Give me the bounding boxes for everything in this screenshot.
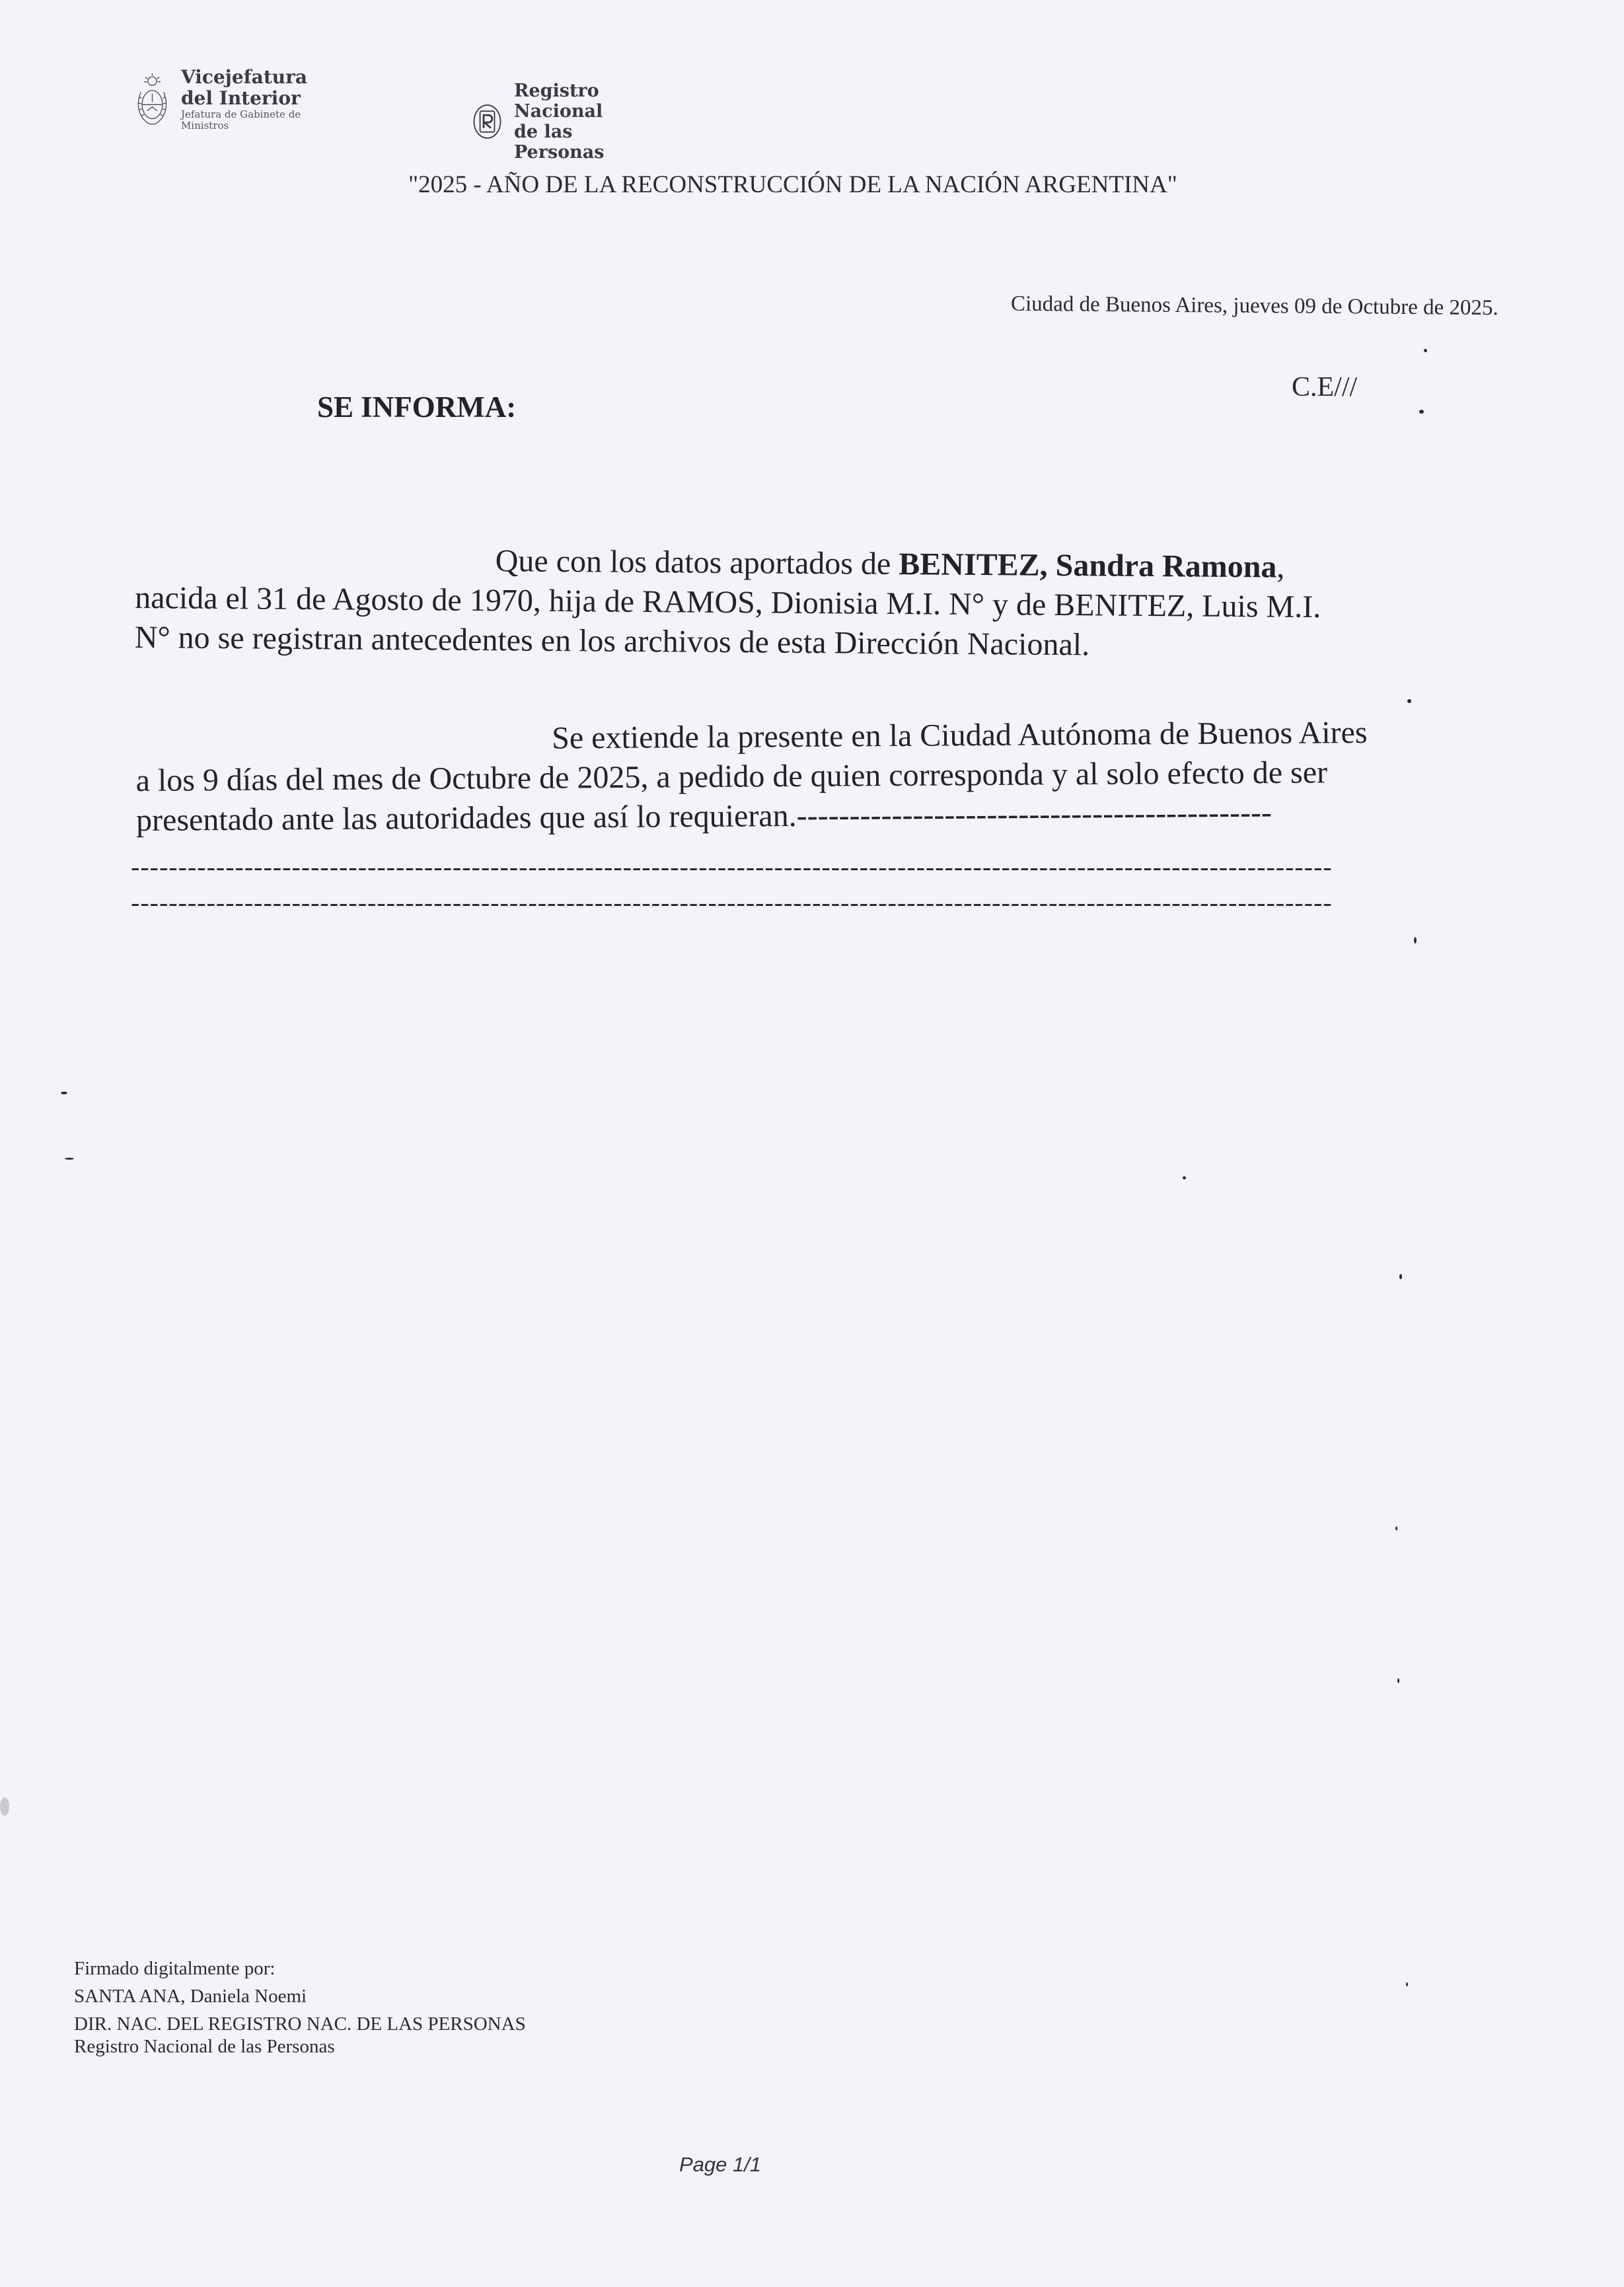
- document-code: C.E///: [1292, 372, 1358, 402]
- scan-speck: [0, 1797, 9, 1816]
- dash-filler-line: -------------------------------------------------------------------------------------------------------------------------------: [131, 852, 1333, 881]
- dash-filler-line: -------------------------------------------------------------------------------------------------------------------------------: [131, 887, 1333, 917]
- vicejefatura-subtitle: Jefatura de Gabinete de Ministros: [180, 108, 301, 132]
- paragraph-extension-line3: presentado ante las autoridades que así lo requieran.---------------------------------------------: [135, 794, 1273, 838]
- findings-prefix: Que con los datos aportados de: [495, 543, 899, 582]
- paragraph-findings-line2: nacida el 31 de Agosto de 1970, hija de RAMOS, Dionisia M.I. N° y de BENITEZ, Luis M.I.: [135, 580, 1321, 625]
- year-motto: "2025 - AÑO DE LA RECONSTRUCCIÓN DE LA NACIÓN ARGENTINA": [408, 171, 1177, 198]
- scan-speck: [61, 1092, 67, 1094]
- signature-label: Firmado digitalmente por:: [74, 1958, 276, 1979]
- document-heading: SE INFORMA:: [317, 391, 517, 424]
- registro-title-line1: Registro Nacional: [513, 81, 603, 122]
- scan-speck: [1183, 1176, 1186, 1180]
- signer-name: SANTA ANA, Daniela Noemi: [74, 1986, 307, 2007]
- signer-agency: Registro Nacional de las Personas: [74, 2036, 335, 2058]
- vicejefatura-title: Vicejefatura del Interior: [180, 65, 308, 109]
- scan-speck: [1397, 1678, 1399, 1683]
- paragraph-findings: [135, 539, 1457, 668]
- scan-speck: [1395, 1526, 1397, 1530]
- digital-signature-block: [74, 1955, 526, 2060]
- signer-office: DIR. NAC. DEL REGISTRO NAC. DE LAS PERSONAS: [74, 2013, 526, 2035]
- paragraph-extension: [135, 712, 1458, 841]
- registro-nacional-logo-text: [514, 81, 624, 163]
- paragraph-findings-line3: N° no se registran antecedentes en los archivos de esta Dirección Nacional.: [134, 619, 1090, 663]
- scan-speck: [1424, 349, 1427, 352]
- vicejefatura-logo-text: [181, 67, 330, 132]
- registro-nacional-logo: [472, 81, 624, 163]
- scan-speck: [1414, 937, 1417, 944]
- findings-comma: ,: [1276, 549, 1285, 585]
- registro-r-seal-icon: [472, 93, 502, 151]
- argentina-coat-of-arms-icon: [135, 53, 169, 145]
- page-number: Page 1/1: [679, 2153, 762, 2176]
- paragraph-extension-line2: a los 9 días del mes de Octubre de 2025, a pedido de quien corresponda y al solo efecto de ser: [135, 755, 1328, 798]
- scan-speck: [1406, 1982, 1408, 1986]
- registro-title-line2: de las Personas: [513, 122, 605, 163]
- document-date: Ciudad de Buenos Aires, jueves 09 de Octubre de 2025.: [1010, 291, 1498, 320]
- scan-speck: [1419, 410, 1424, 414]
- scan-speck: [1399, 1274, 1402, 1279]
- person-name: BENITEZ, Sandra Ramona: [899, 546, 1277, 585]
- vicejefatura-logo: [135, 53, 330, 145]
- paragraph-extension-line1: Se extiende la presente en la Ciudad Autónoma de Buenos Aires: [552, 714, 1368, 756]
- scan-speck: [1407, 699, 1411, 703]
- scan-speck: [65, 1158, 74, 1160]
